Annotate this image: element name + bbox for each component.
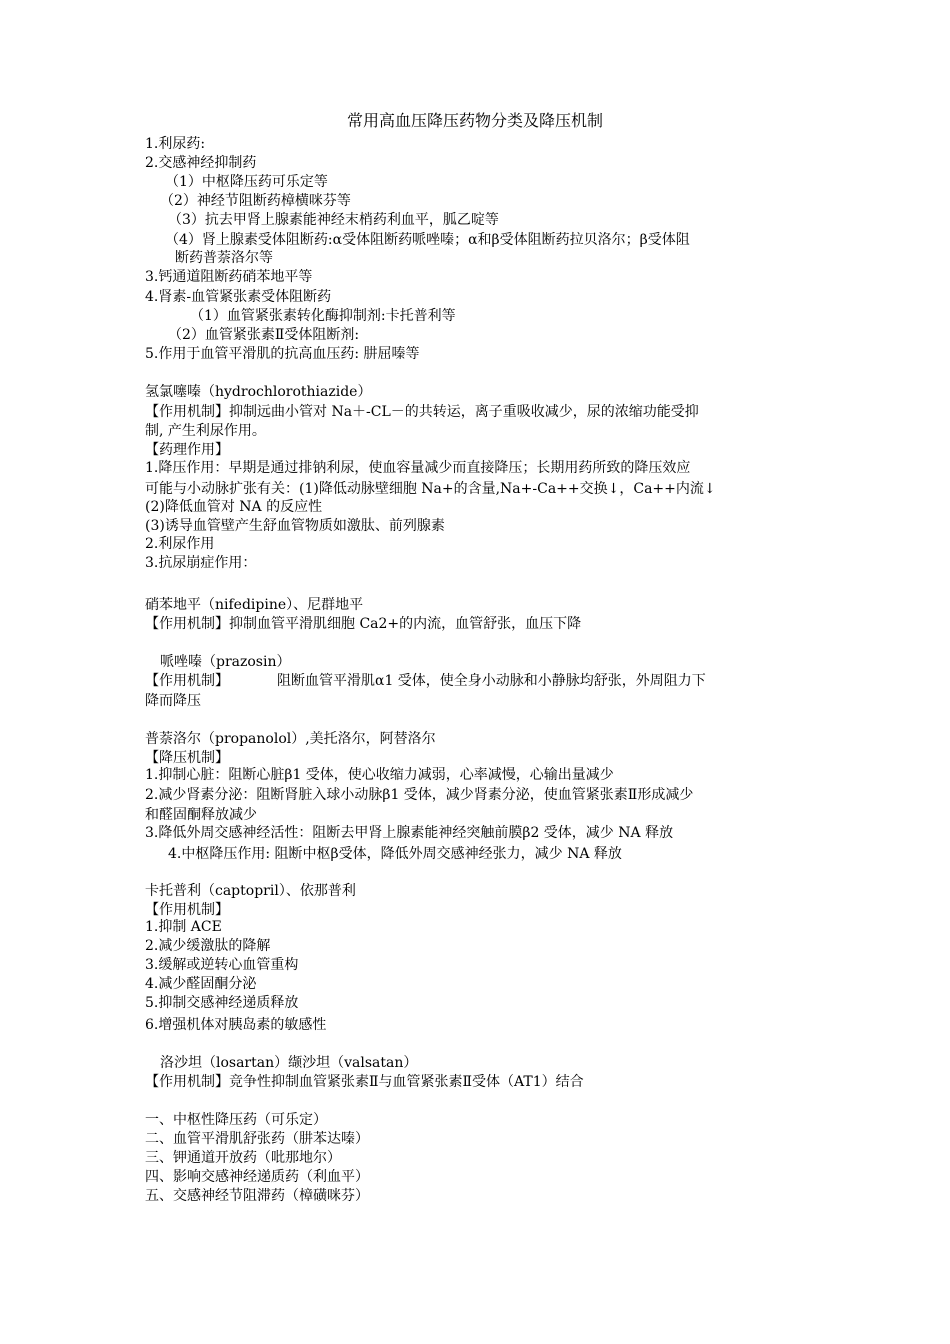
drug-name-losartan: 洛沙坦（losartan）缬沙坦（valsatan） bbox=[160, 1055, 418, 1071]
pharm-text: (3)诱导血管壁产生舒血管物质如激肽、前列腺素 bbox=[145, 518, 445, 534]
class-item-vasodilator: 5.作用于血管平滑肌的抗高血压药: 肼屈嗪等 bbox=[145, 346, 420, 362]
section-label: 【药理作用】 bbox=[145, 442, 229, 458]
mechanism-text: 2.减少缓激肽的降解 bbox=[145, 938, 271, 954]
class-subitem: （2）血管紧张素Ⅱ受体阻断剂: bbox=[168, 327, 360, 343]
mechanism-text: 3.降低外周交感神经活性：阻断去甲肾上腺素能神经突触前膜β2 受体，减少 NA 释放 bbox=[145, 825, 674, 841]
mechanism-text: 5.抑制交感神经递质释放 bbox=[145, 995, 299, 1011]
pharm-text: 可能与小动脉扩张有关：(1)降低动脉壁细胞 Na+的含量,Na+-Ca++交换↓，Ca++内流↓ bbox=[145, 481, 716, 497]
mechanism-text: 2.减少肾素分泌：阻断肾脏入球小动脉β1 受体，减少肾素分泌，使血管紧张素Ⅱ形成减少 bbox=[145, 787, 694, 803]
mechanism-text: 1.抑制 ACE bbox=[145, 919, 222, 935]
mechanism-text: 3.缓解或逆转心血管重构 bbox=[145, 957, 299, 973]
class-subitem: （1）中枢降压药可乐定等 bbox=[165, 174, 328, 190]
drug-name-hctz: 氢氯噻嗪（hydrochlorothiazide） bbox=[145, 384, 372, 400]
mechanism-text: 4.中枢降压作用: 阻断中枢β受体，降低外周交感神经张力，减少 NA 释放 bbox=[168, 846, 622, 862]
mechanism-text: 【作用机制】抑制远曲小管对 Na＋-CL－的共转运，离子重吸收减少，尿的浓缩功能受抑 bbox=[145, 404, 699, 420]
mechanism-text: 和醛固酮释放减少 bbox=[145, 807, 257, 823]
mechanism-text: 6.增强机体对胰岛素的敏感性 bbox=[145, 1017, 327, 1033]
mechanism-text: 4.减少醛固酮分泌 bbox=[145, 976, 257, 992]
section-label: 【降压机制】 bbox=[145, 750, 229, 766]
drug-name-prazosin: 哌唑嗪（prazosin） bbox=[160, 654, 291, 670]
summary-item: 一、中枢性降压药（可乐定） bbox=[145, 1112, 327, 1128]
summary-item: 五、交感神经节阻滞药（樟磺咪芬） bbox=[145, 1188, 369, 1204]
summary-item: 四、影响交感神经递质药（利血平） bbox=[145, 1169, 369, 1185]
mechanism-text bbox=[145, 672, 706, 691]
class-subitem: （1）血管紧张素转化酶抑制剂:卡托普利等 bbox=[190, 308, 456, 324]
class-item-calcium: 3.钙通道阻断药硝苯地平等 bbox=[145, 269, 313, 285]
pharm-text: 1.降压作用：早期是通过排钠利尿，使血容量减少而直接降压；长期用药所致的降压效应 bbox=[145, 460, 691, 476]
class-subitem: （3）抗去甲肾上腺素能神经末梢药利血平，胍乙啶等 bbox=[168, 212, 499, 228]
mechanism-text: 降而降压 bbox=[145, 693, 201, 709]
mechanism-text: 1.抑制心脏：阻断心脏β1 受体，使心收缩力减弱，心率减慢，心输出量减少 bbox=[145, 767, 614, 783]
drug-name-propranolol: 普萘洛尔（propanolol）,美托洛尔，阿替洛尔 bbox=[145, 731, 436, 747]
drug-name-nifedipine: 硝苯地平（nifedipine）、尼群地平 bbox=[145, 597, 364, 613]
pharm-text: 3.抗尿崩症作用： bbox=[145, 555, 257, 571]
class-subitem-continued: 断药普萘洛尔等 bbox=[175, 250, 273, 266]
document-title: 常用高血压降压药物分类及降压机制 bbox=[346, 111, 603, 130]
class-item-sympathetic: 2.交感神经抑制药 bbox=[145, 155, 257, 171]
pharm-text: 2.利尿作用 bbox=[145, 536, 215, 552]
mechanism-text: 制, 产生利尿作用。 bbox=[145, 423, 266, 439]
mechanism-body: 阻断血管平滑肌α1 受体，使全身小动脉和小静脉均舒张，外周阻力下 bbox=[277, 673, 706, 689]
summary-item: 三、钾通道开放药（吡那地尔） bbox=[145, 1150, 341, 1166]
class-subitem: （2）神经节阻断药樟横咪芬等 bbox=[160, 193, 351, 209]
class-item-ras: 4.肾素-血管紧张素受体阻断药 bbox=[145, 289, 332, 305]
mechanism-text: 【作用机制】抑制血管平滑肌细胞 Ca2+的内流，血管舒张，血压下降 bbox=[145, 616, 582, 632]
mechanism-label: 【作用机制】 bbox=[145, 673, 229, 689]
drug-name-captopril: 卡托普利（captopril）、依那普利 bbox=[145, 883, 356, 899]
class-subitem: （4）肾上腺素受体阻断药:α受体阻断药哌唑嗪；α和β受体阻断药拉贝洛尔；β受体阻 bbox=[165, 232, 690, 248]
pharm-text: (2)降低血管对 NA 的反应性 bbox=[145, 499, 323, 515]
class-item-diuretics: 1.利尿药: bbox=[145, 136, 206, 152]
mechanism-text: 【作用机制】竞争性抑制血管紧张素Ⅱ与血管紧张素Ⅱ受体（AT1）结合 bbox=[145, 1074, 584, 1090]
summary-item: 二、血管平滑肌舒张药（肼苯达嗪） bbox=[145, 1131, 369, 1147]
section-label: 【作用机制】 bbox=[145, 902, 229, 918]
